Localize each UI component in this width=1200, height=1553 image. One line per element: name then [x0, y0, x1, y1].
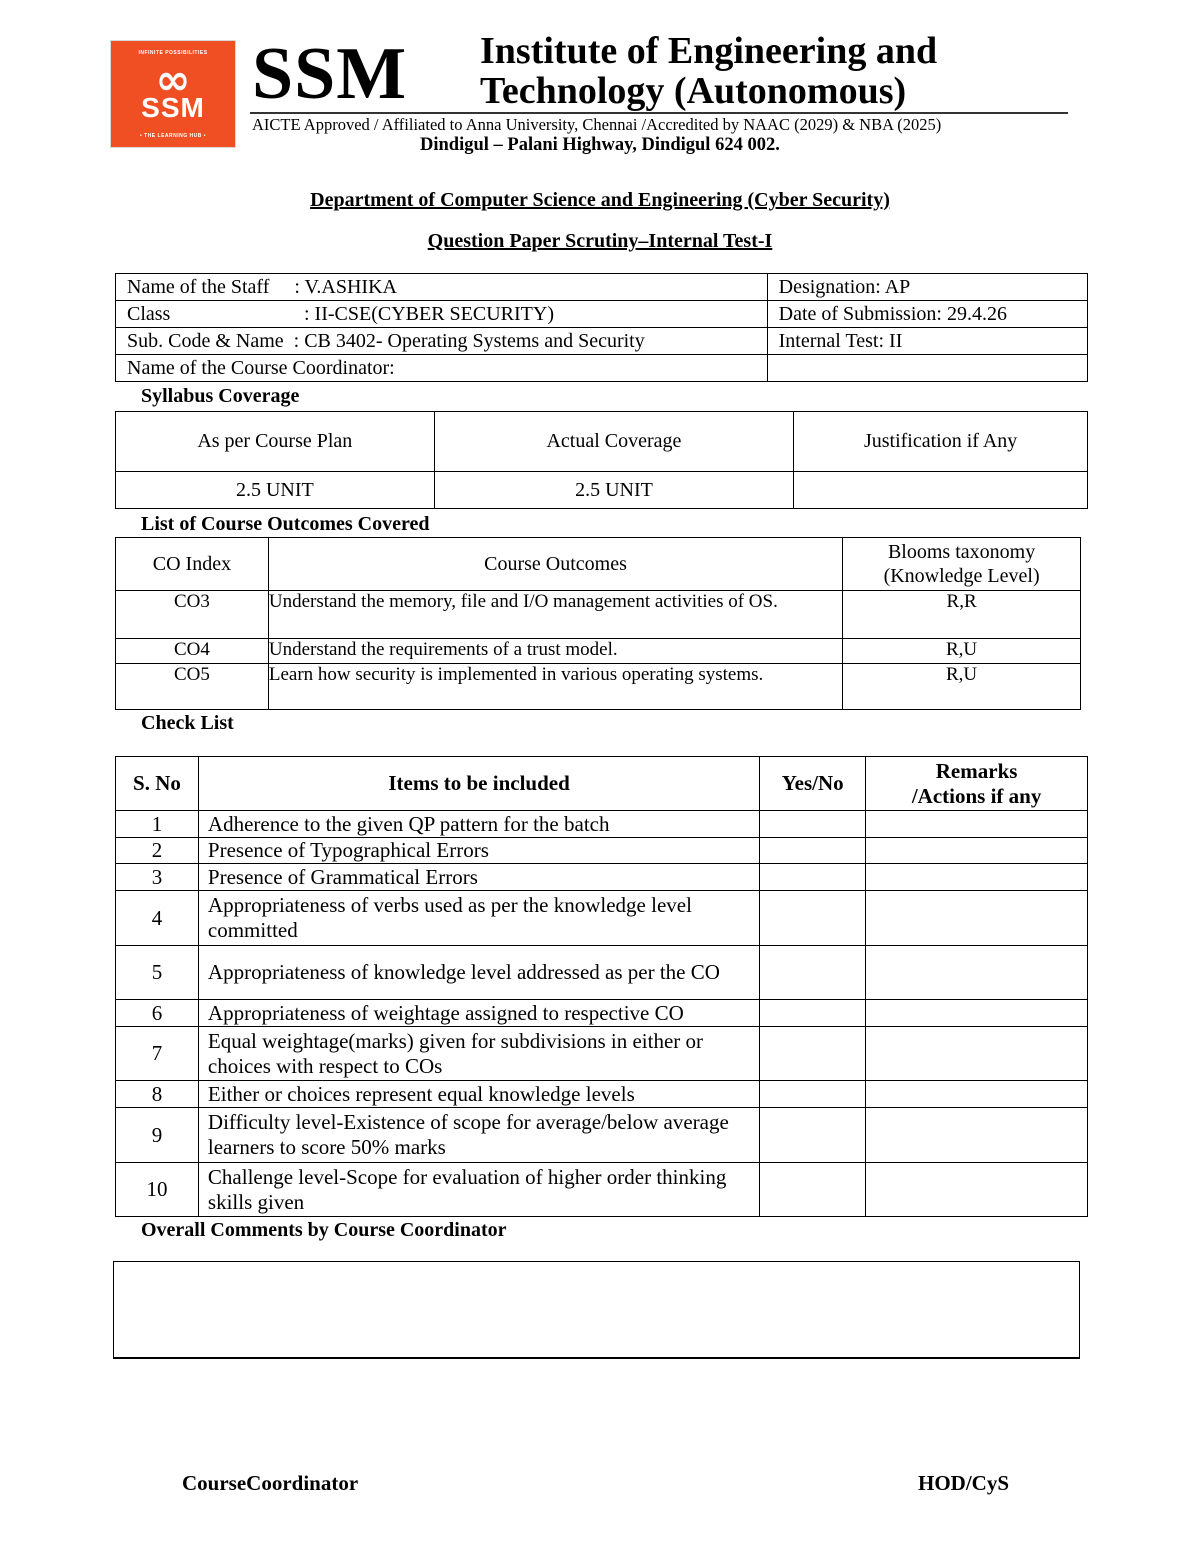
checklist-item: Appropriateness of verbs used as per the knowledge level committed: [198, 891, 759, 946]
co-header-outcomes: Course Outcomes: [268, 538, 842, 591]
checklist-item: Either or choices represent equal knowledge levels: [198, 1081, 759, 1108]
checklist-sno: 9: [116, 1108, 199, 1163]
co-index: CO4: [116, 639, 269, 664]
internal-test: Internal Test: II: [767, 328, 1087, 355]
table-row: [116, 811, 1088, 838]
checklist-yesno[interactable]: [760, 1108, 866, 1163]
table-row: [116, 1108, 1088, 1163]
table-row: [116, 1081, 1088, 1108]
affiliation-text: AICTE Approved / Affiliated to Anna University, Chennai /Accredited by NAAC (2029) & NBA (2025): [252, 115, 942, 134]
checklist-header-remarks-line1: Remarks: [935, 758, 1018, 783]
checklist-remarks[interactable]: [866, 811, 1088, 838]
form-title: Question Paper Scrutiny–Internal Test-I: [427, 230, 773, 252]
checklist-yesno[interactable]: [760, 1081, 866, 1108]
designation: Designation: AP: [767, 274, 1087, 301]
checklist-remarks[interactable]: [866, 1163, 1088, 1217]
syllabus-justification: [794, 472, 1088, 509]
signature-course-coordinator: CourseCoordinator: [182, 1471, 359, 1495]
institute-name-line2: Technology (Autonomous): [480, 70, 907, 112]
table-row: [116, 1000, 1088, 1027]
checklist-item: Challenge level-Scope for evaluation of higher order thinking skills given: [198, 1163, 759, 1217]
course-coordinator-name: Name of the Course Coordinator:: [116, 355, 768, 382]
checklist-yesno[interactable]: [760, 1000, 866, 1027]
signature-hod: HOD/CyS: [918, 1471, 1010, 1495]
co-header-index: CO Index: [116, 538, 269, 591]
checklist-header-yesno: Yes/No: [760, 757, 866, 811]
checklist-header-remarks: [866, 757, 1088, 811]
syllabus-heading: Syllabus Coverage: [141, 385, 300, 407]
co-text: Understand the requirements of a trust model.: [268, 639, 842, 664]
co-text: Learn how security is implemented in various operating systems.: [268, 664, 842, 710]
checklist-sno: 10: [116, 1163, 199, 1217]
brand-name: SSM: [252, 33, 408, 115]
checklist-item: Presence of Typographical Errors: [198, 838, 759, 864]
checklist-remarks[interactable]: [866, 891, 1088, 946]
header-divider: [250, 112, 1068, 114]
co-header-blooms-line2: (Knowledge Level): [883, 565, 1040, 587]
checklist-sno: 4: [116, 891, 199, 946]
checklist-remarks[interactable]: [866, 864, 1088, 891]
logo-tagline-bottom: • THE LEARNING HUB •: [139, 133, 206, 139]
co-index: CO5: [116, 664, 269, 710]
checklist-yesno[interactable]: [760, 1027, 866, 1081]
co-level: R,U: [843, 664, 1081, 710]
checklist-remarks[interactable]: [866, 1027, 1088, 1081]
checklist-item: Appropriateness of knowledge level addressed as per the CO: [198, 946, 759, 1000]
syllabus-actual: 2.5 UNIT: [434, 472, 794, 509]
table-row: [116, 864, 1088, 891]
checklist-table: [115, 756, 1088, 1217]
table-row: [116, 946, 1088, 1000]
checklist-yesno[interactable]: [760, 811, 866, 838]
logo-word: SSM: [141, 92, 205, 123]
co-level: R,U: [843, 639, 1081, 664]
comments-heading: Overall Comments by Course Coordinator: [141, 1219, 507, 1241]
checklist-remarks[interactable]: [866, 838, 1088, 864]
institute-name-line1: Institute of Engineering and: [480, 30, 938, 72]
checklist-sno: 6: [116, 1000, 199, 1027]
institute-logo: [110, 40, 236, 148]
table-row: [116, 891, 1088, 946]
checklist-header-remarks-line2: /Actions if any: [911, 783, 1042, 808]
checklist-item: Adherence to the given QP pattern for the batch: [198, 811, 759, 838]
checklist-sno: 1: [116, 811, 199, 838]
syllabus-plan: 2.5 UNIT: [116, 472, 435, 509]
co-header-blooms: [843, 538, 1081, 591]
institute-address: Dindigul – Palani Highway, Dindigul 624 002.: [420, 135, 780, 155]
infinity-icon: ∞: [155, 55, 191, 104]
table-row: [116, 838, 1088, 864]
checklist-yesno[interactable]: [760, 1163, 866, 1217]
co-level: R,R: [843, 591, 1081, 639]
checklist-sno: 7: [116, 1027, 199, 1081]
course-coordinator-value: [767, 355, 1087, 382]
checklist-item: Presence of Grammatical Errors: [198, 864, 759, 891]
department-title: Department of Computer Science and Engineering (Cyber Security): [310, 189, 890, 211]
checklist-sno: 5: [116, 946, 199, 1000]
comments-box[interactable]: [113, 1261, 1080, 1359]
class-cell: [116, 301, 768, 328]
checklist-item: Difficulty level-Existence of scope for average/below average learners to score 50% marks: [198, 1108, 759, 1163]
submission-date: Date of Submission: 29.4.26: [767, 301, 1087, 328]
table-row: [116, 639, 1081, 664]
co-header-blooms-line1: Blooms taxonomy: [887, 541, 1036, 563]
checklist-yesno[interactable]: [760, 838, 866, 864]
co-index: CO3: [116, 591, 269, 639]
checklist-remarks[interactable]: [866, 1000, 1088, 1027]
checklist-remarks[interactable]: [866, 1081, 1088, 1108]
co-text: Understand the memory, file and I/O management activities of OS.: [268, 591, 842, 639]
checklist-item: Appropriateness of weightage assigned to respective CO: [198, 1000, 759, 1027]
table-row: [116, 1027, 1088, 1081]
class-value: : II-CSE(CYBER SECURITY): [304, 302, 554, 325]
syllabus-table: [115, 411, 1088, 509]
syllabus-header-actual: Actual Coverage: [434, 412, 794, 472]
checklist-sno: 8: [116, 1081, 199, 1108]
checklist-yesno[interactable]: [760, 946, 866, 1000]
checklist-header-sno: S. No: [116, 757, 199, 811]
table-row: [116, 664, 1081, 710]
checklist-item: Equal weightage(marks) given for subdivisions in either or choices with respect to COs: [198, 1027, 759, 1081]
table-row: [116, 591, 1081, 639]
staff-name: Name of the Staff : V.ASHIKA: [116, 274, 768, 301]
outcomes-table: [115, 537, 1081, 710]
syllabus-header-plan: As per Course Plan: [116, 412, 435, 472]
class-label: Class: [127, 302, 171, 325]
outcomes-heading: List of Course Outcomes Covered: [141, 513, 430, 535]
checklist-yesno[interactable]: [760, 891, 866, 946]
subject: Sub. Code & Name : CB 3402- Operating Systems and Security: [116, 328, 768, 355]
syllabus-header-justification: Justification if Any: [794, 412, 1088, 472]
checklist-sno: 2: [116, 838, 199, 864]
checklist-remarks[interactable]: [866, 1108, 1088, 1163]
checklist-remarks[interactable]: [866, 946, 1088, 1000]
checklist-header-items: Items to be included: [198, 757, 759, 811]
logo-tagline-top: INFINITE POSSIBILITIES: [138, 50, 208, 56]
staff-info-table: [115, 273, 1088, 382]
table-row: [116, 1163, 1088, 1217]
checklist-sno: 3: [116, 864, 199, 891]
checklist-yesno[interactable]: [760, 864, 866, 891]
checklist-heading: Check List: [141, 712, 234, 734]
